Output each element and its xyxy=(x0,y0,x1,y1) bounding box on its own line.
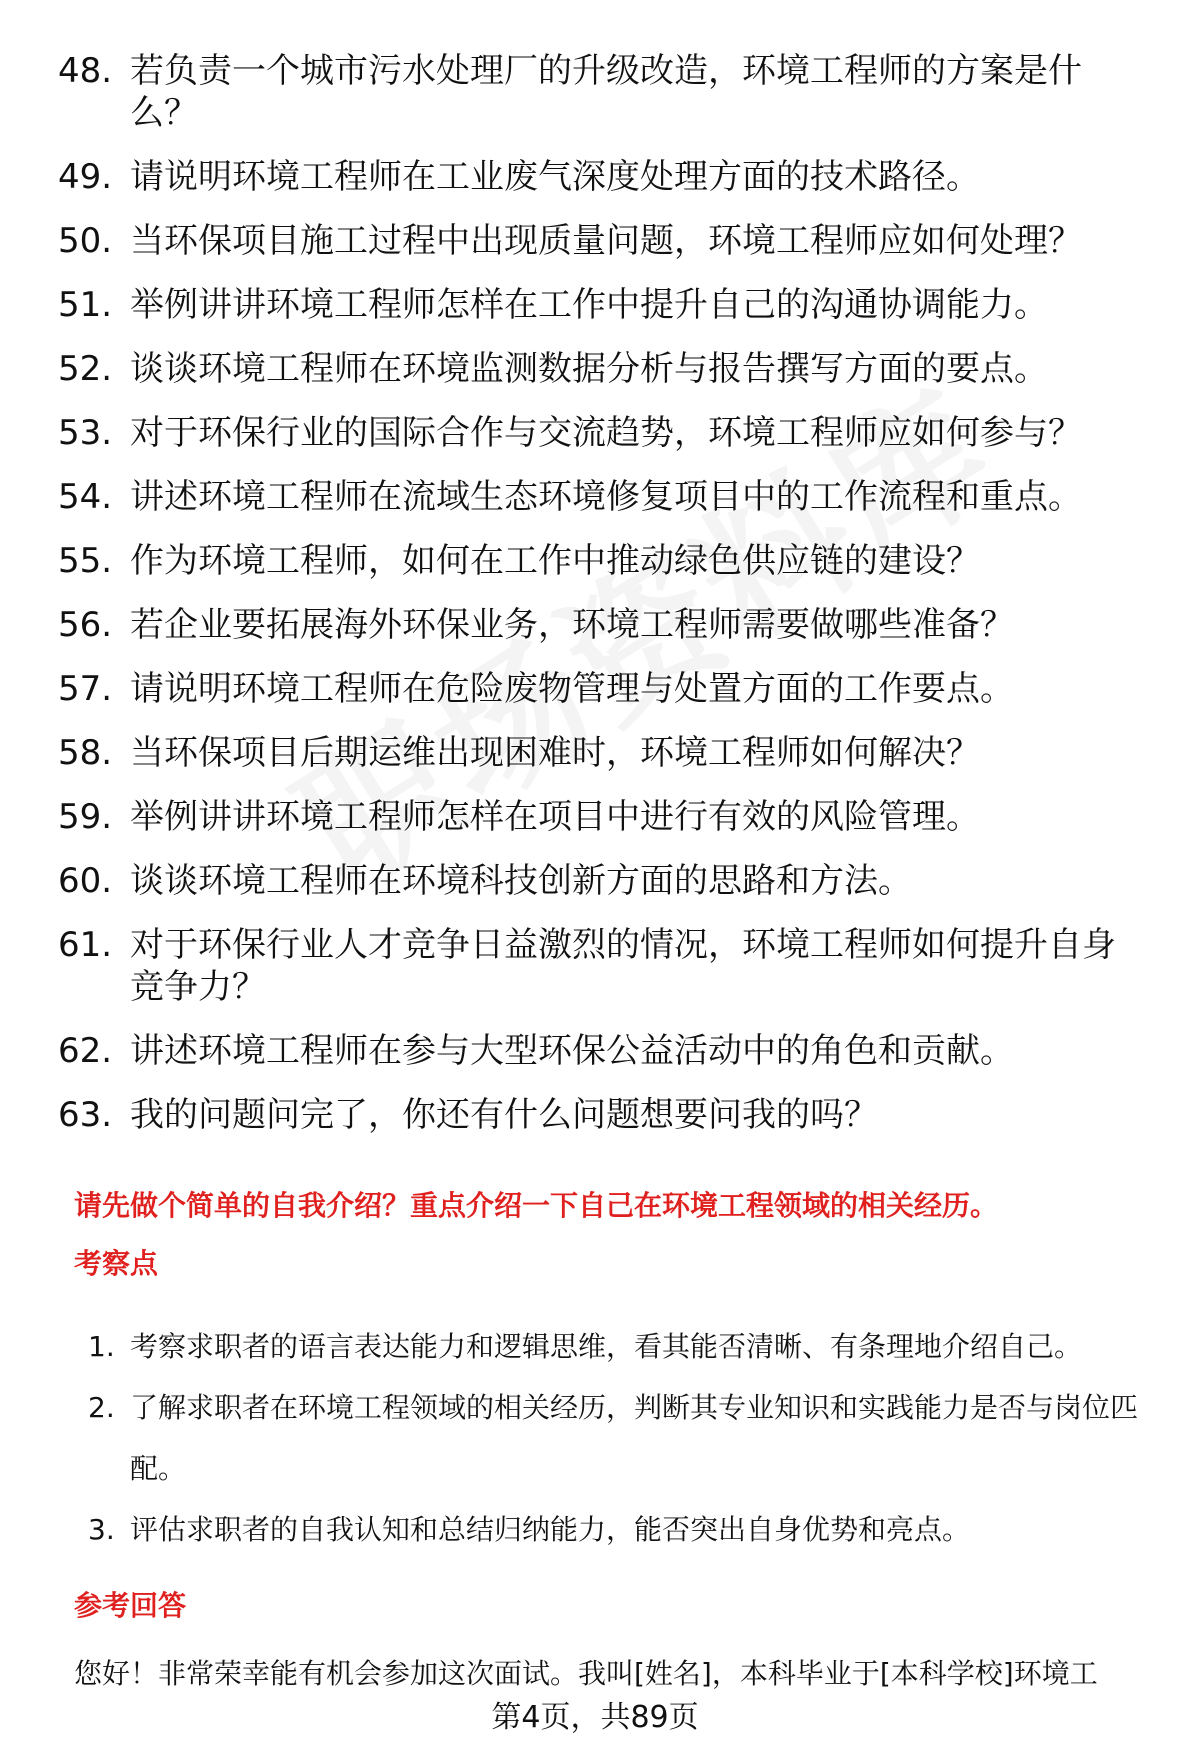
points-list xyxy=(88,1316,1158,1560)
answer-paragraph: 您好！非常荣幸能有机会参加这次面试。我叫[姓名]，本科毕业于[本科学校]环境工 xyxy=(74,1657,1098,1690)
item-number: 58. xyxy=(58,733,113,773)
item-number: 48. xyxy=(58,51,113,91)
answer-label: 参考回答 xyxy=(74,1589,187,1622)
list-item xyxy=(58,732,1148,774)
item-text: 请说明环境工程师在工业废气深度处理方面的技术路径。 xyxy=(130,157,980,197)
item-number: 55. xyxy=(58,541,113,581)
list-item xyxy=(58,220,1148,262)
item-text: 了解求职者在环境工程领域的相关经历，判断其专业知识和实践能力是否与岗位匹配。 xyxy=(130,1391,1139,1485)
item-number: 50. xyxy=(58,221,113,261)
question-list xyxy=(58,50,1148,1158)
page-indicator: 第4页，共89页 xyxy=(491,1700,699,1735)
item-text: 对于环保行业人才竞争日益激烈的情况，环境工程师如何提升自身竞争力？ xyxy=(130,925,1116,1007)
item-number: 63. xyxy=(58,1095,113,1135)
item-number: 53. xyxy=(58,413,113,453)
list-item xyxy=(58,348,1148,390)
item-number: 62. xyxy=(58,1031,113,1071)
list-item xyxy=(58,284,1148,326)
item-text: 举例讲讲环境工程师怎样在工作中提升自己的沟通协调能力。 xyxy=(130,285,1048,325)
list-item xyxy=(58,796,1148,838)
item-text: 讲述环境工程师在参与大型环保公益活动中的角色和贡献。 xyxy=(130,1031,1014,1071)
item-text: 举例讲讲环境工程师怎样在项目中进行有效的风险管理。 xyxy=(130,797,980,837)
item-text: 若负责一个城市污水处理厂的升级改造，环境工程师的方案是什么？ xyxy=(130,51,1082,133)
item-text: 考察求职者的语言表达能力和逻辑思维，看其能否清晰、有条理地介绍自己。 xyxy=(130,1330,1083,1363)
item-text: 我的问题问完了，你还有什么问题想要问我的吗？ xyxy=(130,1095,878,1135)
item-text: 当环保项目后期运维出现困难时，环境工程师如何解决？ xyxy=(130,733,980,773)
list-item xyxy=(58,1094,1148,1136)
item-number: 60. xyxy=(58,861,113,901)
item-text: 评估求职者的自我认知和总结归纳能力，能否突出自身优势和亮点。 xyxy=(130,1513,971,1546)
item-number: 52. xyxy=(58,349,113,389)
item-number: 56. xyxy=(58,605,113,645)
list-item xyxy=(58,412,1148,454)
list-item xyxy=(58,540,1148,582)
item-number: 2. xyxy=(88,1391,115,1424)
item-number: 51. xyxy=(58,285,113,325)
points-label: 考察点 xyxy=(74,1247,159,1280)
list-item xyxy=(58,924,1148,1008)
list-item xyxy=(58,668,1148,710)
list-item xyxy=(58,50,1148,134)
list-item xyxy=(58,604,1148,646)
list-item xyxy=(58,1030,1148,1072)
item-text: 对于环保行业的国际合作与交流趋势，环境工程师应如何参与？ xyxy=(130,413,1082,453)
item-text: 讲述环境工程师在流域生态环境修复项目中的工作流程和重点。 xyxy=(130,477,1082,517)
item-text: 当环保项目施工过程中出现质量问题，环境工程师应如何处理？ xyxy=(130,221,1082,261)
item-text: 谈谈环境工程师在环境监测数据分析与报告撰写方面的要点。 xyxy=(130,349,1048,389)
item-number: 57. xyxy=(58,669,113,709)
list-item xyxy=(58,156,1148,198)
item-text: 作为环境工程师，如何在工作中推动绿色供应链的建设？ xyxy=(130,541,980,581)
list-item xyxy=(58,860,1148,902)
item-number: 49. xyxy=(58,157,113,197)
list-item xyxy=(58,476,1148,518)
item-number: 3. xyxy=(88,1513,115,1546)
item-text: 若企业要拓展海外环保业务，环境工程师需要做哪些准备？ xyxy=(130,605,1014,645)
item-number: 1. xyxy=(88,1330,115,1363)
item-number: 54. xyxy=(58,477,113,517)
list-item xyxy=(88,1316,1158,1377)
item-number: 59. xyxy=(58,797,113,837)
list-item xyxy=(88,1499,1158,1560)
item-number: 61. xyxy=(58,925,113,965)
item-text: 请说明环境工程师在危险废物管理与处置方面的工作要点。 xyxy=(130,669,1014,709)
item-text: 谈谈环境工程师在环境科技创新方面的思路和方法。 xyxy=(130,861,912,901)
section-question-heading: 请先做个简单的自我介绍？重点介绍一下自己在环境工程领域的相关经历。 xyxy=(74,1189,999,1222)
list-item xyxy=(88,1377,1158,1499)
